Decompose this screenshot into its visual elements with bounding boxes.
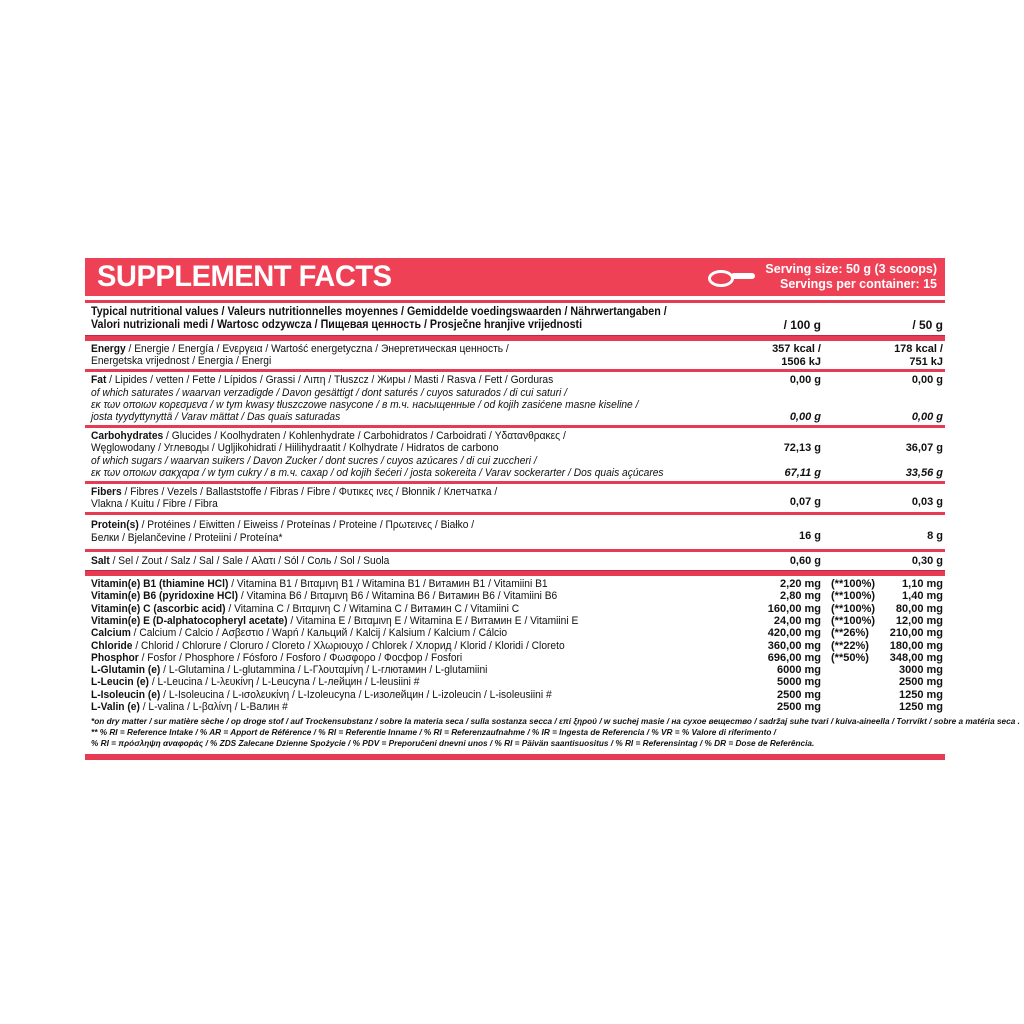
column-header-line2: Valori nutrizionali medi / Wartosc odzywcza / Пищевая ценность / Prosječne hranjive vrijednosti bbox=[91, 319, 583, 331]
value-per-50g: 1250 mg bbox=[898, 701, 943, 714]
carbohydrates-label: Carbohydrates bbox=[91, 430, 164, 443]
value-per-50g: 210,00 mg bbox=[889, 627, 943, 640]
fat-value-per-100g: 0,00 g bbox=[789, 374, 821, 387]
value-per-100g: 160,00 mg bbox=[767, 602, 821, 615]
ri-percent: (**100%) bbox=[831, 578, 876, 591]
scoop-icon bbox=[707, 268, 755, 286]
row-energy: Energy / Energie / Energía / Ενεργεια / Wartość energetyczna / Энергетическая ценность / Energetska vrijednost / Energia / Energi 357 kcal / 1506 kJ 178 kcal / 751 kJ bbox=[91, 343, 943, 368]
header-banner bbox=[85, 258, 945, 296]
energy-value-per-100g: 357 kcal / 1506 kJ bbox=[772, 343, 821, 368]
value-per-100g: 2,80 mg bbox=[780, 590, 821, 603]
fibers-value-per-100g: 0,07 g bbox=[789, 496, 821, 509]
value-per-100g: 360,00 mg bbox=[767, 639, 821, 652]
page-title: SUPPLEMENT FACTS bbox=[97, 260, 392, 293]
column-header-row bbox=[85, 303, 945, 335]
value-per-50g: 180,00 mg bbox=[889, 639, 943, 652]
row-calcium: Calcium / Calcium / Calcio / Ασβεστιο / Wapń / Кальций / Kalcij / Kalsium / Kalcium / Cálcio 420,00 mg (**26%) 210,00 mg bbox=[91, 627, 943, 640]
footnote-reference-intake-1: ** % RI = Reference Intake / % AR = Apport de Référence / % RI = Referentie Inname / % RI = Referenzaufnahme / % IR = Ingesta de Referencia / % VR = % Valore di riferimento / bbox=[91, 727, 776, 738]
value-per-100g: 2,20 mg bbox=[780, 578, 821, 591]
row-carbohydrates: Carbohydrates / Glucides / Koolhydraten / Kohlenhydrate / Carbohidratos / Carboidrati / Υδατανθρακες / Węglowodany / Углеводы / Ugljikohidrati / Hiilihydraatit / Kolhydrate / Hidratos de carbono of which sugars / waarvan suikers / Davon Zucker / dont sucres / cuyos azúcares / di cui zuccheri / εκ των οποιων σακχαρα / w tym cukry / в т.ч. сахар / od kojih šećeri / josta sokereita / Varav sockerarter / Dos quais açúcares 72,13 g 36,07 g 67,11 g 33,56 g bbox=[91, 430, 943, 479]
serving-size: Serving size: 50 g (3 scoops) bbox=[765, 262, 937, 276]
value-per-100g: 420,00 mg bbox=[767, 627, 821, 640]
fat-label: Fat bbox=[91, 374, 107, 387]
column-per-50g: / 50 g bbox=[912, 318, 943, 332]
energy-value-per-50g: 178 kcal / 751 kJ bbox=[894, 343, 943, 368]
row-fat: Fat / Lipides / vetten / Fette / Lípidos / Grassi / Λιπη / Tłuszcz / Жиры / Masti / Rasva / Fett / Gorduras of which saturates / waarvan verzadigde / Davon gesättigt / dont saturés / cuyos saturados / di cui saturi / εκ των οποιων κορεσμενα / w tym kwasy tłuszczowe nasycone / в т.ч. насыщенные / od kojih zasićene masne kiseline / josta tyydyttynyttä / Varav mättat / Das quais saturadas 0,00 g 0,00 g 0,00 g 0,00 g bbox=[91, 374, 943, 424]
value-per-100g: 5000 mg bbox=[776, 676, 821, 689]
row-l-leucin: L-Leucin (e) / L-Leucina / L-λευκίνη / L-Leucyna / L-лейцин / L-leusiini # 5000 mg 2500 mg bbox=[91, 676, 943, 689]
row-l-isoleucin: L-Isoleucin (e) / L-Isoleucina / L-ισολευκίνη / L-Izoleucyna / L-изолейцин / L-izoleucin / L-isoleusiini # 2500 mg 1250 mg bbox=[91, 688, 943, 701]
protein-value-per-50g: 8 g bbox=[927, 530, 943, 543]
value-per-50g: 1250 mg bbox=[898, 688, 943, 701]
sugars-value-per-100g: 67,11 g bbox=[784, 466, 821, 479]
footnotes bbox=[85, 714, 1020, 752]
ri-percent: (**26%) bbox=[831, 627, 869, 640]
value-per-50g: 1,40 mg bbox=[902, 590, 943, 603]
servings-per-container: Servings per container: 15 bbox=[779, 277, 937, 291]
ri-percent: (**100%) bbox=[831, 614, 876, 627]
value-per-50g: 3000 mg bbox=[898, 664, 943, 677]
column-header-line1: Typical nutritional values / Valeurs nutritionnelles moyennes / Gemiddelde voedingswaarden / Nährwertangaben / bbox=[91, 306, 667, 318]
saturates-value-per-100g: 0,00 g bbox=[789, 411, 821, 424]
value-per-50g: 348,00 mg bbox=[889, 651, 943, 664]
row-vitamin-c: Vitamin(e) C (ascorbic acid) / Vitamina C / Βιταμινη C / Witamina C / Витамин C / Vitamiini C 160,00 mg (**100%) 80,00 mg bbox=[91, 602, 943, 615]
carbohydrates-value-per-50g: 36,07 g bbox=[905, 442, 943, 455]
salt-value-per-100g: 0,60 g bbox=[789, 554, 821, 567]
value-per-100g: 6000 mg bbox=[776, 664, 821, 677]
supplement-facts-label bbox=[85, 258, 1020, 760]
value-per-100g: 2500 mg bbox=[776, 688, 821, 701]
row-vitamin-b1: Vitamin(e) B1 (thiamine HCl) / Vitamina B1 / Βιταμινη B1 / Witamina B1 / Витамин B1 / Vitamiini B1 2,20 mg (**100%) 1,10 mg bbox=[91, 578, 943, 591]
row-chloride: Chloride / Chlorid / Chlorure / Cloruro / Cloreto / Χλωριουχο / Chlorek / Хлорид / Klorid / Kloridi / Cloreto 360,00 mg (**22%) 180,00 mg bbox=[91, 639, 943, 652]
fibers-value-per-50g: 0,03 g bbox=[911, 496, 943, 509]
footnote-dry-matter: *on dry matter / sur matière sèche / op droge stof / auf Trockensubstanz / sobre la materia seca / sulla sostanza secca / επί ξηρού / w suchej masie / на сухое вещество / sadržaj suhe tvari / kuiva-aineella / Torrvikt / sobre a matéria seca . bbox=[91, 716, 1020, 727]
value-per-50g: 80,00 mg bbox=[895, 602, 943, 615]
row-protein: Protein(s) / Protéines / Eiwitten / Eiweiss / Proteínas / Proteine / Πρωτεινες / Białko / Белки / Bjelančevine / Proteiini / Proteína* 16 g 8 g bbox=[91, 519, 943, 544]
row-phosphor: Phosphor / Fosfor / Phosphore / Fósforo / Fosforo / Φωσφορο / Фосфор / Fosfori 696,00 mg (**50%) 348,00 mg bbox=[91, 651, 943, 664]
ri-percent: (**100%) bbox=[831, 602, 876, 615]
micronutrients-section bbox=[85, 576, 945, 714]
sugars-value-per-50g: 33,56 g bbox=[905, 466, 943, 479]
serving-info bbox=[707, 262, 937, 292]
protein-value-per-100g: 16 g bbox=[798, 530, 821, 543]
protein-label: Protein(s) bbox=[91, 519, 139, 532]
fat-value-per-50g: 0,00 g bbox=[911, 374, 943, 387]
saturates-value-per-50g: 0,00 g bbox=[911, 411, 943, 424]
value-per-100g: 24,00 mg bbox=[773, 614, 821, 627]
row-salt: Salt / Sel / Zout / Salz / Sal / Sale / Αλατι / Sól / Соль / Sol / Suola 0,60 g 0,30 g bbox=[91, 554, 943, 567]
column-per-100g: / 100 g bbox=[783, 318, 821, 332]
energy-label: Energy bbox=[91, 343, 126, 355]
value-per-100g: 696,00 mg bbox=[767, 651, 821, 664]
value-per-50g: 2500 mg bbox=[898, 676, 943, 689]
row-l-glutamin: L-Glutamin (e) / L-Glutamina / L-glutammina / L-Γλουταμίνη / L-глютамин / L-glutamiini 6000 mg 3000 mg bbox=[91, 664, 943, 677]
ri-percent: (**22%) bbox=[831, 639, 869, 652]
row-l-valin: L-Valin (e) / L-valina / L-βαλίνη / L-Валин # 2500 mg 1250 mg bbox=[91, 701, 943, 714]
carbohydrates-value-per-100g: 72,13 g bbox=[783, 442, 821, 455]
row-vitamin-b6: Vitamin(e) B6 (pyridoxine HCl) / Vitamina B6 / Βιταμινη B6 / Witamina B6 / Витамин B6 / Vitamiini B6 2,80 mg (**100%) 1,40 mg bbox=[91, 590, 943, 603]
ri-percent: (**100%) bbox=[831, 590, 876, 603]
salt-label: Salt bbox=[91, 554, 110, 567]
value-per-50g: 12,00 mg bbox=[895, 614, 943, 627]
fibers-label: Fibers bbox=[91, 486, 122, 499]
value-per-100g: 2500 mg bbox=[776, 701, 821, 714]
salt-value-per-50g: 0,30 g bbox=[911, 554, 943, 567]
bottom-red-bar bbox=[85, 754, 945, 760]
value-per-50g: 1,10 mg bbox=[902, 578, 943, 591]
ri-percent: (**50%) bbox=[831, 651, 869, 664]
footnote-reference-intake-2: % RI = πρόσληψη αναφοράς / % ZDS Zalecane Dzienne Spożycie / % PDV = Preporučeni dnevni unos / % RI = Päivän saantisuositus / % RI = Referensintag / % DR = Dose de Referência. bbox=[91, 738, 815, 749]
row-fibers: Fibers / Fibres / Vezels / Ballaststoffe / Fibras / Fibre / Φυτικες ινες / Błonnik / Клетчатка / Vlakna / Kuitu / Fibre / Fibra 0,07 g 0,03 g bbox=[91, 486, 943, 511]
row-vitamin-e: Vitamin(e) E (D-alphatocopheryl acetate) / Vitamina E / Βιταμινη E / Witamina E / Витамин E / Vitamiini E 24,00 mg (**100%) 12,00 mg bbox=[91, 614, 943, 627]
